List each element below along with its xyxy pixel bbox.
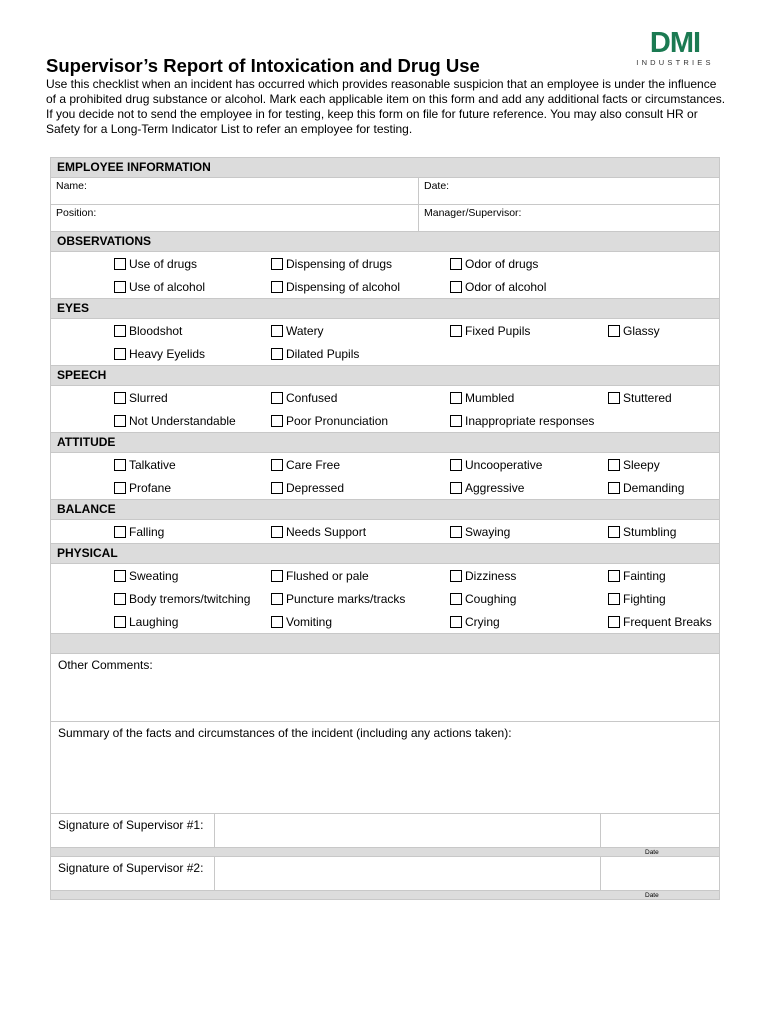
checkbox[interactable]	[271, 482, 283, 494]
checklist-item[interactable]	[608, 524, 676, 539]
checklist-item[interactable]	[114, 591, 250, 606]
checkbox[interactable]	[271, 281, 283, 293]
checklist-item[interactable]	[114, 323, 182, 338]
checklist-row	[51, 453, 719, 476]
checkbox-label: Talkative	[129, 457, 176, 472]
checklist-item[interactable]	[608, 390, 672, 405]
checklist-item[interactable]	[450, 256, 538, 271]
checkbox[interactable]	[114, 392, 126, 404]
checkbox[interactable]	[114, 348, 126, 360]
checklist-item[interactable]	[271, 256, 392, 271]
position-field[interactable]	[51, 205, 419, 231]
checkbox[interactable]	[450, 593, 462, 605]
section-heading-balance: BALANCE	[51, 500, 719, 520]
supervisor-1-signature-field[interactable]	[215, 814, 601, 847]
checklist-item[interactable]	[450, 457, 542, 472]
checkbox-label: Depressed	[286, 480, 345, 495]
checklist-item[interactable]	[608, 323, 660, 338]
checkbox[interactable]	[114, 593, 126, 605]
form-instructions: Use this checklist when an incident has occurred which provides reasonable suspicion that an employee is under the influence of a prohibited drug substance or alcohol. Mark each applicable item on this form and add any additional facts or circumstances. If you decide not to send the employee in for testing, keep this form on file for future reference. You may also consult HR or Safety for a Long-Term Indicator List to refer an employee for testing.	[46, 77, 726, 136]
checklist-item[interactable]	[271, 568, 369, 583]
checklist-item[interactable]	[271, 614, 332, 629]
checkbox[interactable]	[114, 570, 126, 582]
checkbox[interactable]	[608, 526, 620, 538]
section-heading-speech: SPEECH	[51, 366, 719, 386]
supervisor-1-date-field[interactable]	[601, 814, 719, 847]
checklist-group-physical	[51, 564, 719, 634]
checkbox-label: Profane	[129, 480, 172, 495]
name-label: Name:	[56, 180, 87, 192]
checkbox[interactable]	[271, 526, 283, 538]
checkbox[interactable]	[608, 392, 620, 404]
checkbox[interactable]	[114, 258, 126, 270]
checklist-row	[51, 342, 719, 365]
checklist-item[interactable]	[271, 346, 359, 361]
checkbox-label: Aggressive	[465, 480, 525, 495]
checkbox-label: Glassy	[623, 323, 660, 338]
checklist-item[interactable]	[450, 413, 594, 428]
checkbox[interactable]	[450, 281, 462, 293]
checkbox[interactable]	[450, 459, 462, 471]
checkbox-label: Bloodshot	[129, 323, 183, 338]
date-caption-strip-1	[51, 848, 719, 857]
checklist-item[interactable]	[114, 524, 164, 539]
checkbox-label: Inappropriate responses	[465, 413, 595, 428]
checkbox[interactable]	[608, 482, 620, 494]
section-heading-physical: PHYSICAL	[51, 544, 719, 564]
checkbox-label: Dizziness	[465, 568, 517, 583]
checkbox-label: Sleepy	[623, 457, 660, 472]
checklist-item[interactable]	[608, 480, 684, 495]
checkbox[interactable]	[114, 415, 126, 427]
checklist-row	[51, 610, 719, 633]
checkbox[interactable]	[450, 415, 462, 427]
form-title: Supervisor’s Report of Intoxication and Drug Use	[46, 55, 480, 76]
checkbox[interactable]	[450, 325, 462, 337]
date-caption: Date	[645, 892, 659, 899]
supervisor-1-label: Signature of Supervisor #1:	[51, 814, 215, 847]
other-comments-label: Other Comments:	[58, 658, 153, 672]
name-field[interactable]	[51, 178, 419, 204]
logo-subtitle: INDUSTRIES	[636, 58, 714, 67]
checklist-item[interactable]	[450, 524, 510, 539]
checkbox-label: Mumbled	[465, 390, 515, 405]
checklist-sections	[51, 232, 719, 634]
section-heading-employee-info: EMPLOYEE INFORMATION	[51, 158, 719, 178]
manager-label: Manager/Supervisor:	[424, 207, 522, 219]
date-label: Date:	[424, 180, 450, 192]
checkbox[interactable]	[608, 459, 620, 471]
section-heading-eyes: EYES	[51, 299, 719, 319]
checklist-item[interactable]	[114, 390, 168, 405]
checkbox[interactable]	[450, 526, 462, 538]
checkbox[interactable]	[271, 459, 283, 471]
checkbox[interactable]	[450, 258, 462, 270]
checkbox[interactable]	[271, 348, 283, 360]
checkbox[interactable]	[271, 593, 283, 605]
checkbox-label: Use of alcohol	[129, 279, 206, 294]
checkbox[interactable]	[608, 325, 620, 337]
checklist-item[interactable]	[450, 279, 546, 294]
other-comments-field[interactable]	[51, 654, 719, 722]
checkbox-label: Dispensing of drugs	[286, 256, 393, 271]
checklist-item[interactable]	[114, 279, 205, 294]
checklist-row	[51, 520, 719, 543]
checkbox[interactable]	[271, 325, 283, 337]
checkbox[interactable]	[114, 281, 126, 293]
checklist-item[interactable]	[114, 256, 197, 271]
checklist-item[interactable]	[114, 568, 178, 583]
checkbox-label: Falling	[129, 524, 165, 539]
checkbox-label: Poor Pronunciation	[286, 413, 389, 428]
checkbox-label: Body tremors/twitching	[129, 591, 251, 606]
checkbox-label: Dispensing of alcohol	[286, 279, 401, 294]
checklist-group-eyes	[51, 319, 719, 366]
checklist-item[interactable]	[450, 591, 516, 606]
checklist-item[interactable]	[450, 568, 516, 583]
checkbox[interactable]	[450, 482, 462, 494]
checklist-item[interactable]	[114, 413, 236, 428]
date-caption: Date	[645, 849, 659, 856]
checklist-item[interactable]	[271, 480, 344, 495]
checkbox[interactable]	[271, 415, 283, 427]
checklist-row	[51, 564, 719, 587]
checklist-item[interactable]	[271, 390, 337, 405]
signature-row-2	[51, 857, 719, 891]
signature-row-1	[51, 814, 719, 848]
checklist-item[interactable]	[271, 591, 405, 606]
checkbox[interactable]	[114, 459, 126, 471]
supervisor-2-label: Signature of Supervisor #2:	[51, 857, 215, 890]
checklist-item[interactable]	[608, 568, 666, 583]
checkbox[interactable]	[608, 616, 620, 628]
checklist-item[interactable]	[114, 346, 205, 361]
checklist-group-speech	[51, 386, 719, 433]
section-heading-attitude: ATTITUDE	[51, 433, 719, 453]
checklist-group-observations	[51, 252, 719, 299]
checkbox[interactable]	[271, 570, 283, 582]
checkbox-label: Laughing	[129, 614, 179, 629]
checkbox-label: Not Understandable	[129, 413, 236, 428]
checkbox-label: Flushed or pale	[286, 568, 369, 583]
checkbox-label: Fixed Pupils	[465, 323, 531, 338]
checkbox-label: Slurred	[129, 390, 168, 405]
checklist-item[interactable]	[271, 323, 324, 338]
checklist-row	[51, 386, 719, 409]
checkbox[interactable]	[114, 616, 126, 628]
date-field[interactable]	[419, 178, 719, 204]
checkbox-label: Care Free	[286, 457, 341, 472]
checklist-item[interactable]	[450, 614, 500, 629]
checklist-item[interactable]	[608, 614, 712, 629]
checklist-row	[51, 409, 719, 432]
checkbox-label: Demanding	[623, 480, 685, 495]
checkbox-label: Fainting	[623, 568, 666, 583]
checklist-row	[51, 319, 719, 342]
checkbox[interactable]	[450, 616, 462, 628]
checkbox[interactable]	[608, 593, 620, 605]
checkbox-label: Vomiting	[286, 614, 333, 629]
checklist-item[interactable]	[271, 279, 400, 294]
checkbox[interactable]	[114, 482, 126, 494]
checkbox-label: Odor of drugs	[465, 256, 539, 271]
checkbox-label: Confused	[286, 390, 338, 405]
checklist-row	[51, 476, 719, 499]
checklist-group-balance	[51, 520, 719, 544]
summary-label: Summary of the facts and circumstances of the incident (including any actions taken):	[58, 726, 512, 740]
checkbox-label: Puncture marks/tracks	[286, 591, 406, 606]
position-label: Position:	[56, 207, 97, 219]
checklist-item[interactable]	[608, 457, 660, 472]
checklist-item[interactable]	[271, 413, 388, 428]
checkbox[interactable]	[114, 325, 126, 337]
info-row-position-manager	[51, 205, 719, 232]
checklist-item[interactable]	[114, 480, 171, 495]
checkbox[interactable]	[271, 392, 283, 404]
report-form	[50, 157, 720, 900]
checklist-row	[51, 275, 719, 298]
checkbox-label: Stumbling	[623, 524, 677, 539]
summary-field[interactable]	[51, 722, 719, 814]
checklist-item[interactable]	[450, 323, 530, 338]
checkbox[interactable]	[608, 570, 620, 582]
checkbox[interactable]	[271, 616, 283, 628]
checklist-group-attitude	[51, 453, 719, 500]
section-spacer	[51, 634, 719, 654]
checklist-row	[51, 252, 719, 275]
checkbox-label: Stuttered	[623, 390, 672, 405]
checklist-item[interactable]	[271, 524, 366, 539]
checkbox-label: Frequent Breaks	[623, 614, 712, 629]
dmi-logo	[632, 27, 718, 68]
checkbox-label: Swaying	[465, 524, 511, 539]
checkbox[interactable]	[450, 570, 462, 582]
checkbox-label: Coughing	[465, 591, 517, 606]
logo-wordmark: DMI	[649, 27, 701, 59]
checkbox-label: Sweating	[129, 568, 179, 583]
checklist-item[interactable]	[450, 390, 514, 405]
checklist-item[interactable]	[114, 614, 178, 629]
checkbox-label: Needs Support	[286, 524, 367, 539]
checkbox[interactable]	[114, 526, 126, 538]
checkbox-label: Dilated Pupils	[286, 346, 360, 361]
checkbox-label: Crying	[465, 614, 500, 629]
checkbox-label: Heavy Eyelids	[129, 346, 206, 361]
supervisor-2-signature-field[interactable]	[215, 857, 601, 890]
checkbox[interactable]	[271, 258, 283, 270]
checklist-item[interactable]	[114, 457, 176, 472]
checkbox-label: Uncooperative	[465, 457, 543, 472]
supervisor-2-date-field[interactable]	[601, 857, 719, 890]
checkbox-label: Fighting	[623, 591, 666, 606]
checklist-row	[51, 587, 719, 610]
date-caption-strip-2	[51, 891, 719, 899]
checkbox-label: Use of drugs	[129, 256, 198, 271]
checkbox-label: Odor of alcohol	[465, 279, 547, 294]
manager-field[interactable]	[419, 205, 719, 231]
info-row-name-date	[51, 178, 719, 205]
checklist-item[interactable]	[450, 480, 524, 495]
section-heading-observations: OBSERVATIONS	[51, 232, 719, 252]
checkbox[interactable]	[450, 392, 462, 404]
checkbox-label: Watery	[286, 323, 324, 338]
checklist-item[interactable]	[608, 591, 666, 606]
checklist-item[interactable]	[271, 457, 340, 472]
